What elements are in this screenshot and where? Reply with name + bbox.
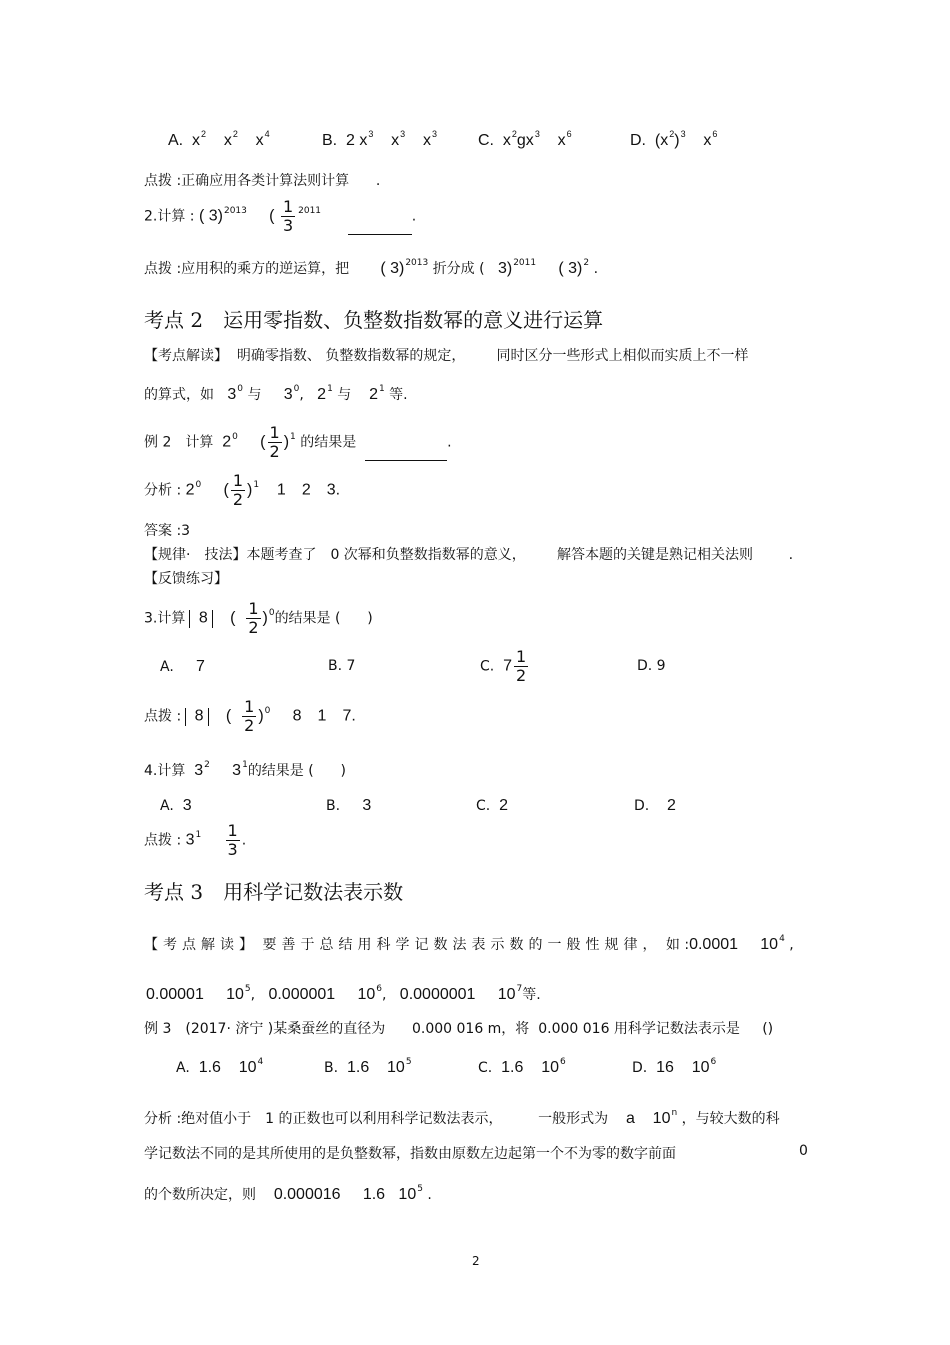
hint-2: 点拨 :应用积的乘方的逆运算，把 ( 3)$^{2013}$ 折分成 ( 3)$^{2011}$ ( 3)$^2$ .	[144, 258, 599, 277]
ex3-option-a: A. 1.6 $10^4$	[176, 1057, 264, 1076]
question-2: 2.计算 : ( 3)$^{2013}$ ( $\frac{1}{3}$ $^{2011}$ .	[144, 197, 417, 235]
analysis-3: 分析 :绝对值小于 1 的正数也可以利用科学记数法表示， 一般形式为 a 10$^n$ ，与较大数的科	[144, 1108, 780, 1127]
answer-blank	[365, 448, 447, 461]
q4-option-d: D. 2	[634, 797, 676, 814]
hint-1: 点拨 :正确应用各类计算法则计算 .	[144, 173, 381, 189]
ex3-option-c: C. 1.6 $10^6$	[478, 1057, 566, 1076]
page-number: 2	[472, 1254, 480, 1268]
question-3: 3.计算 8 ( $\frac{1}{2}$ )$^0$的结果是 ( )	[144, 599, 373, 637]
hint-3: 点拨 : 8 ( $\frac{1}{2}$ )$^0$ 8 1 7.	[144, 697, 356, 735]
q3-option-d: D. 9	[637, 658, 666, 674]
fraction: $\frac{1}{2}$	[516, 647, 527, 685]
q3-option-c: C. 7 $\frac{1}{2}$	[480, 647, 527, 685]
analysis-3-cont: 学记数法不同的是其所使用的是负整数幂，指数由原数左边起第一个不为零的数字前面	[144, 1146, 676, 1162]
fraction: $\frac{1}{3}$	[282, 197, 294, 235]
question-4: 4.计算 $3^2$ $3^1$的结果是 ( )	[144, 760, 346, 779]
ex3-option-b: B. 1.6 $10^5$	[324, 1057, 412, 1076]
analysis-3-zero: 0	[799, 1143, 808, 1159]
section-3-reading-cont: 0.00001 $10^5$, 0.000001 $10^6$, 0.0000001 $10^7$等.	[146, 984, 541, 1003]
fraction: $\frac{1}{2}$	[232, 471, 244, 509]
fraction: $\frac{1}{2}$	[248, 599, 259, 637]
answer-2: 答案 :3	[144, 523, 191, 539]
section-2-reading: 【考点解读】 明确零指数、 负整数指数幂的规定， 同时区分一些形式上相似而实质上不一样	[144, 348, 749, 364]
q3-option-a: A. 7	[160, 658, 205, 675]
analysis-3-end: 的个数所决定，则 0.000016 1.6 $10^5$ .	[144, 1184, 432, 1203]
answer-blank	[348, 222, 412, 235]
q4-option-a: A. 3	[160, 797, 192, 814]
q1-option-a: A. $x^2$ $x^2$ $x^4$	[168, 129, 270, 149]
q3-option-b: B. 7	[328, 658, 356, 674]
q1-option-c: C. $x^2gx^3$ $x^6$	[478, 129, 572, 149]
example-2: 例 2 计算 $2^0$ ( $\frac{1}{2}$ )$^1$ 的结果是 .	[144, 423, 452, 461]
fraction: $\frac{1}{3}$	[227, 821, 238, 859]
rule-tip: 【规律· 技法】本题考查了 0 次幂和负整数指数幂的意义， 解答本题的关键是熟记相关法则 .	[144, 547, 794, 563]
fraction: $\frac{1}{2}$	[269, 423, 280, 461]
hint-4: 点拨 : $3^1$ $\frac{1}{3}$ .	[144, 821, 247, 859]
feedback-heading: 【反馈练习】	[144, 571, 228, 587]
section-3-reading: 【考点解读】 要善于总结用科学记数法表示数的一般性规律， 如 :0.0001 $10^4$ ,	[144, 934, 794, 953]
analysis-2: 分析 : $2^0$ ( $\frac{1}{2}$ )$^1$ 1 2 3.	[144, 471, 341, 509]
fraction: $\frac{1}{2}$	[244, 697, 255, 735]
q1-option-b: B. 2 $x^3$ $x^3$ $x^3$	[322, 129, 437, 149]
q4-option-b: B. 3	[326, 797, 372, 814]
q4-option-c: C. 2	[476, 797, 509, 814]
section-2-reading-cont: 的算式，如 $3^0$ 与 $3^0$, $2^1$ 与 $2^1$ 等.	[144, 384, 408, 403]
section-2-title: 考点 2 运用零指数、负整数指数幂的意义进行运算	[144, 308, 604, 332]
section-3-title: 考点 3 用科学记数法表示数	[144, 880, 404, 904]
ex3-option-d: D. 16 $10^6$	[632, 1057, 717, 1076]
q1-option-d: D. $(x^2)^3$ $x^6$	[630, 129, 718, 149]
example-3: 例 3 (2017· 济宁 )某桑蚕丝的直径为 0.000 016 m，将 0.000 016 用科学记数法表示是 ()	[144, 1021, 774, 1037]
